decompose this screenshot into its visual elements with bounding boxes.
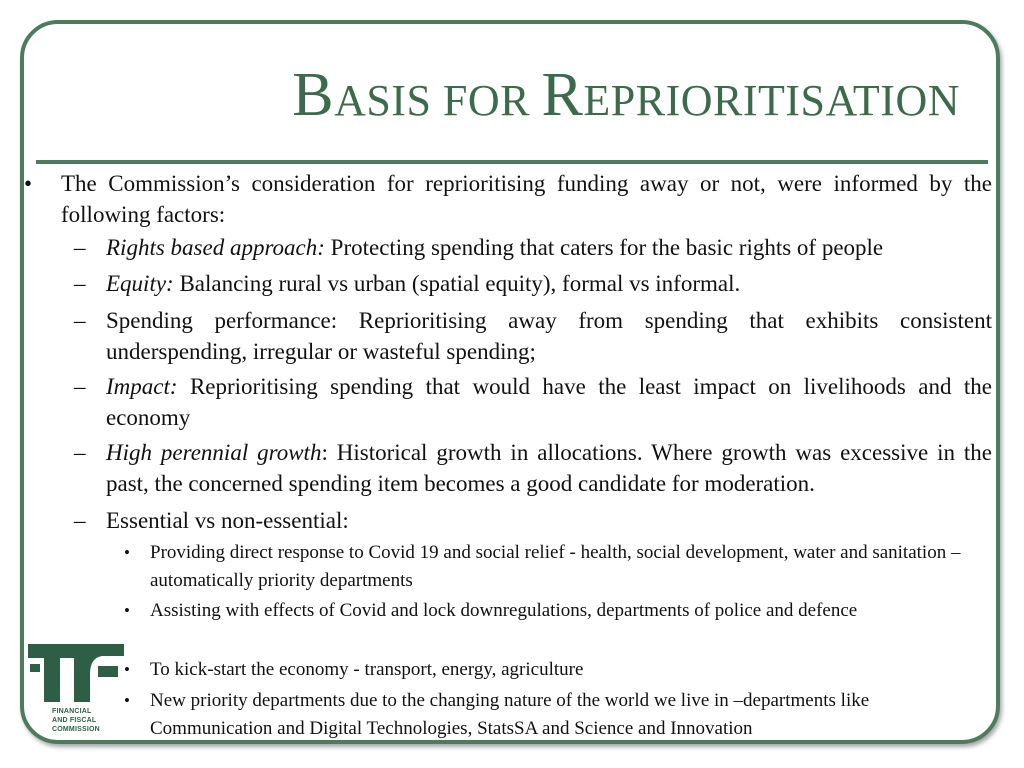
factor-description: Reprioritising spending that would have the least impact on livelihoods and the economy [106,374,992,430]
factor-label: Rights based approach: [106,235,325,260]
factor-label: High perennial growth [106,440,322,465]
factor-item [74,371,992,433]
essential-item [124,656,974,684]
factor-description: Spending performance: Reprioritising away from spending that exhibits consistent underspending, irregular or wasteful spending; [106,308,992,364]
essential-item-text: New priority departments due to the changing nature of the world we live in –departments like Communication and Digital Technologies, StatsSA and Science and Innovation [150,690,870,739]
factor-text [106,232,992,263]
dash-icon: – [74,235,86,260]
factor-description: Protecting spending that caters for the basic rights of people [324,235,884,260]
bullet-icon: • [124,543,130,562]
essential-item [124,539,974,595]
bullet-icon: • [124,660,130,679]
essential-item-text: Assisting with effects of Covid and lock downregulations, departments of police and defence [150,600,858,621]
factor-item [74,232,992,263]
dash-icon: – [74,508,86,533]
essential-item [124,597,974,625]
intro-bullet-item [24,168,992,230]
factor-item [74,268,992,299]
essential-item-text: To kick-start the economy - transport, energy, agriculture [150,659,584,680]
title-divider [36,160,988,164]
factor-item [74,305,992,367]
factor-item [74,505,992,536]
dash-icon: – [74,374,86,399]
dash-icon: – [74,308,86,333]
factor-text [106,505,992,536]
title-initial-b: B [292,61,335,129]
title-smallcaps-2: EPRIORITISATION [583,76,960,125]
factor-description: Essential vs non-essential: [106,508,349,533]
factor-item [74,437,992,499]
factor-text [106,268,992,299]
logo-line-3: COMMISSION [52,726,100,733]
essential-item [124,687,974,743]
factor-description: : Historical growth in allocations. Where growth was excessive in the past, the concerned spending item becomes a good candidate for moderation. [106,440,993,496]
bullet-icon: • [124,601,130,620]
bullet-icon: • [124,691,130,710]
dash-icon: – [74,440,86,465]
ffc-logo-icon [28,644,128,706]
bullet-icon: • [24,171,33,196]
factor-text [106,371,992,433]
logo-line-2: AND FISCAL [52,717,97,724]
factor-label: Impact: [106,374,178,399]
factor-text [106,305,992,367]
logo-line-1: FINANCIAL [52,708,92,715]
factor-label: Equity: [106,271,174,296]
dash-icon: – [74,271,86,296]
title-initial-r: R [541,61,584,129]
title-smallcaps-1: ASIS FOR [334,76,542,125]
essential-item-text: Providing direct response to Covid 19 and social relief - health, social development, water and sanitation – automatically priority departments [150,542,961,591]
intro-text: The Commission’s consideration for reprioritising funding away or not, were informed by the following factors: [61,171,992,227]
slide-title [292,61,960,129]
factor-text [106,437,992,499]
factor-description: Balancing rural vs urban (spatial equity), formal vs informal. [173,271,741,296]
ffc-logo [28,644,128,740]
